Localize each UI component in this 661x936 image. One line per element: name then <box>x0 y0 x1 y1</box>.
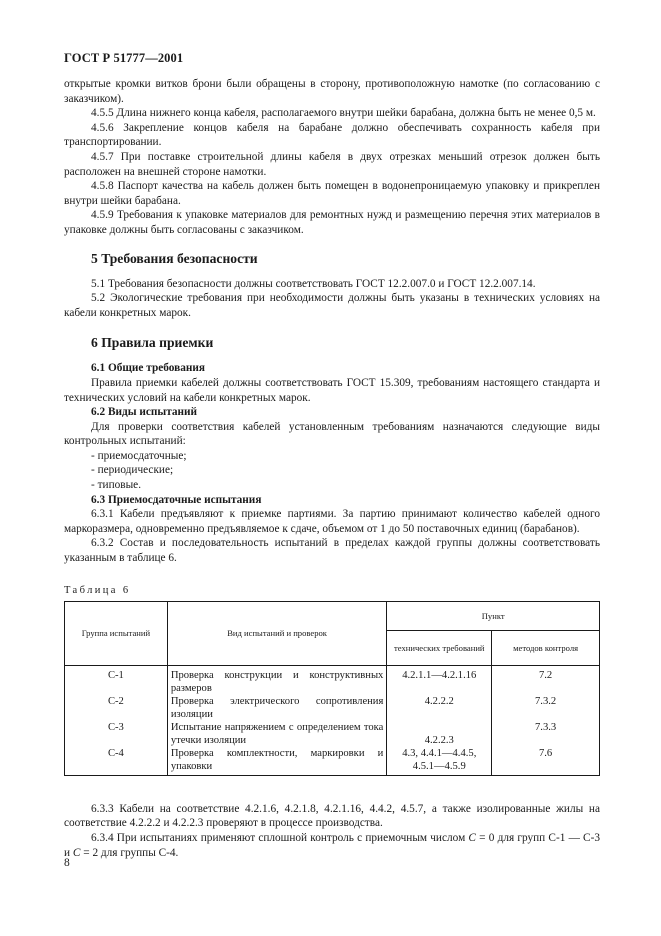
paragraph-4-5-9: 4.5.9 Требования к упаковке материалов для ремонтных нужд и размещению перечня этих материалов в упаковке должны быть согласованы с заказчиком. <box>64 209 600 236</box>
table-row <box>65 695 600 721</box>
subsection-6-2-heading: 6.2 Виды испытаний <box>91 406 198 419</box>
cell-group: С-4 <box>65 747 168 775</box>
paragraph-6-3-3: 6.3.3 Кабели на соответствие 4.2.1.6, 4.2.1.8, 4.2.1.16, 4.4.2, 4.5.7, а также изолированные жилы на соответствие 4.2.2.2 и 4.2.2.3 проверяют в процессе производства. <box>64 802 600 830</box>
cell-kind: Испытание напряжением с определением тока утечки изоляции <box>167 721 387 747</box>
paragraph-6-3-2: 6.3.2 Состав и последовательность испытаний в пределах каждой группы должны соответствовать указанным в таблице 6. <box>64 537 600 565</box>
paragraph-6-3-1: 6.3.1 Кабели предъявляют к приемке партиями. За партию принимают количество кабелей одного маркоразмера, одновременно предъявляемое к сдаче, объемом от 1 до 50 поставочных единиц (барабанов). <box>64 508 600 535</box>
table-caption: Таблица 6 <box>64 584 131 596</box>
document-header: ГОСТ Р 51777—2001 <box>64 51 184 65</box>
paragraph-4-5-6: 4.5.6 Закрепление концов кабеля на барабане должно обеспечивать сохранность кабеля при транспортировании. <box>64 121 600 149</box>
cell-group: С-1 <box>65 666 168 696</box>
cell-methods: 7.3.2 <box>492 695 600 721</box>
list-item: - типовые. <box>91 479 142 492</box>
cell-methods: 7.2 <box>492 666 600 696</box>
header-punkt: Пункт <box>387 602 600 631</box>
symbol-c: C <box>72 846 81 859</box>
cell-tech: 4.2.1.1—4.2.1.16 <box>387 666 492 696</box>
section-6-heading: 6 Правила приемки <box>91 335 214 351</box>
cell-group: С-3 <box>65 721 168 747</box>
cell-kind: Проверка конструкции и конструктивных размеров <box>167 666 387 696</box>
paragraph-6-1: Правила приемки кабелей должны соответствовать ГОСТ 15.309, требованиям настоящего стандарта и технических условий на кабели конкретных марок. <box>64 376 600 404</box>
symbol-c: C <box>468 831 476 844</box>
paragraph-4-5-7: 4.5.7 При поставке строительной длины кабеля в двух отрезках меньший отрезок должен быть расположен на внешней стороне намотки. <box>64 150 600 178</box>
table-row <box>65 747 600 775</box>
table-row <box>65 666 600 696</box>
text-fragment: = 0 для групп С-1 — С-3 и <box>64 831 601 859</box>
subsection-6-3-heading: 6.3 Приемосдаточные испытания <box>91 493 262 506</box>
cell-methods: 7.3.3 <box>492 721 600 747</box>
text-fragment: = 2 для группы С-4. <box>80 846 179 859</box>
paragraph: открытые кромки витков брони были обращены в сторону, противоположную намотке (по согласованию с заказчиком). <box>64 78 600 105</box>
text-fragment: 6.3.4 При испытаниях применяют сплошной контроль с приемочным числом <box>91 831 469 844</box>
cell-tech: 4.2.2.2 <box>387 695 492 721</box>
paragraph-4-5-5: 4.5.5 Длина нижнего конца кабеля, располагаемого внутри шейки барабана, должна быть не менее 0,5 м. <box>91 107 596 120</box>
paragraph-6-2: Для проверки соответствия кабелей установленным требованиям назначаются следующие виды контрольных испытаний: <box>64 420 600 448</box>
cell-group: С-2 <box>65 695 168 721</box>
list-item: - приемосдаточные; <box>91 449 187 462</box>
subsection-6-1-heading: 6.1 Общие требования <box>91 362 205 375</box>
paragraph-5-1: 5.1 Требования безопасности должны соответствовать ГОСТ 12.2.007.0 и ГОСТ 12.2.007.14. <box>91 277 536 290</box>
page-content <box>64 77 600 860</box>
header-group: Группа испытаний <box>65 602 168 666</box>
cell-tech: 4.2.2.3 <box>387 721 492 747</box>
list-item: - периодические; <box>91 464 174 477</box>
paragraph-4-5-8: 4.5.8 Паспорт качества на кабель должен быть помещен в водонепроницаемую упаковку и прикреплен внутри шейки барабана. <box>64 180 600 207</box>
header-methods: методов контроля <box>492 631 600 666</box>
page-number: 8 <box>64 857 70 869</box>
cell-kind: Проверка электрического сопротивления изоляции <box>167 695 387 721</box>
section-5-heading: 5 Требования безопасности <box>91 250 258 266</box>
paragraph-6-3-4 <box>64 831 600 860</box>
paragraph-5-2: 5.2 Экологические требования при необходимости должны быть указаны в технических условиях на кабели конкретных марок. <box>64 292 600 319</box>
cell-kind: Проверка комплектности, маркировки и упаковки <box>167 747 387 775</box>
table-6 <box>64 601 600 776</box>
header-tech: технических требований <box>387 631 492 666</box>
cell-tech: 4.3, 4.4.1—4.4.5, 4.5.1—4.5.9 <box>387 747 492 775</box>
table-row <box>65 721 600 747</box>
header-kind: Вид испытаний и проверок <box>167 602 387 666</box>
cell-methods: 7.6 <box>492 747 600 775</box>
